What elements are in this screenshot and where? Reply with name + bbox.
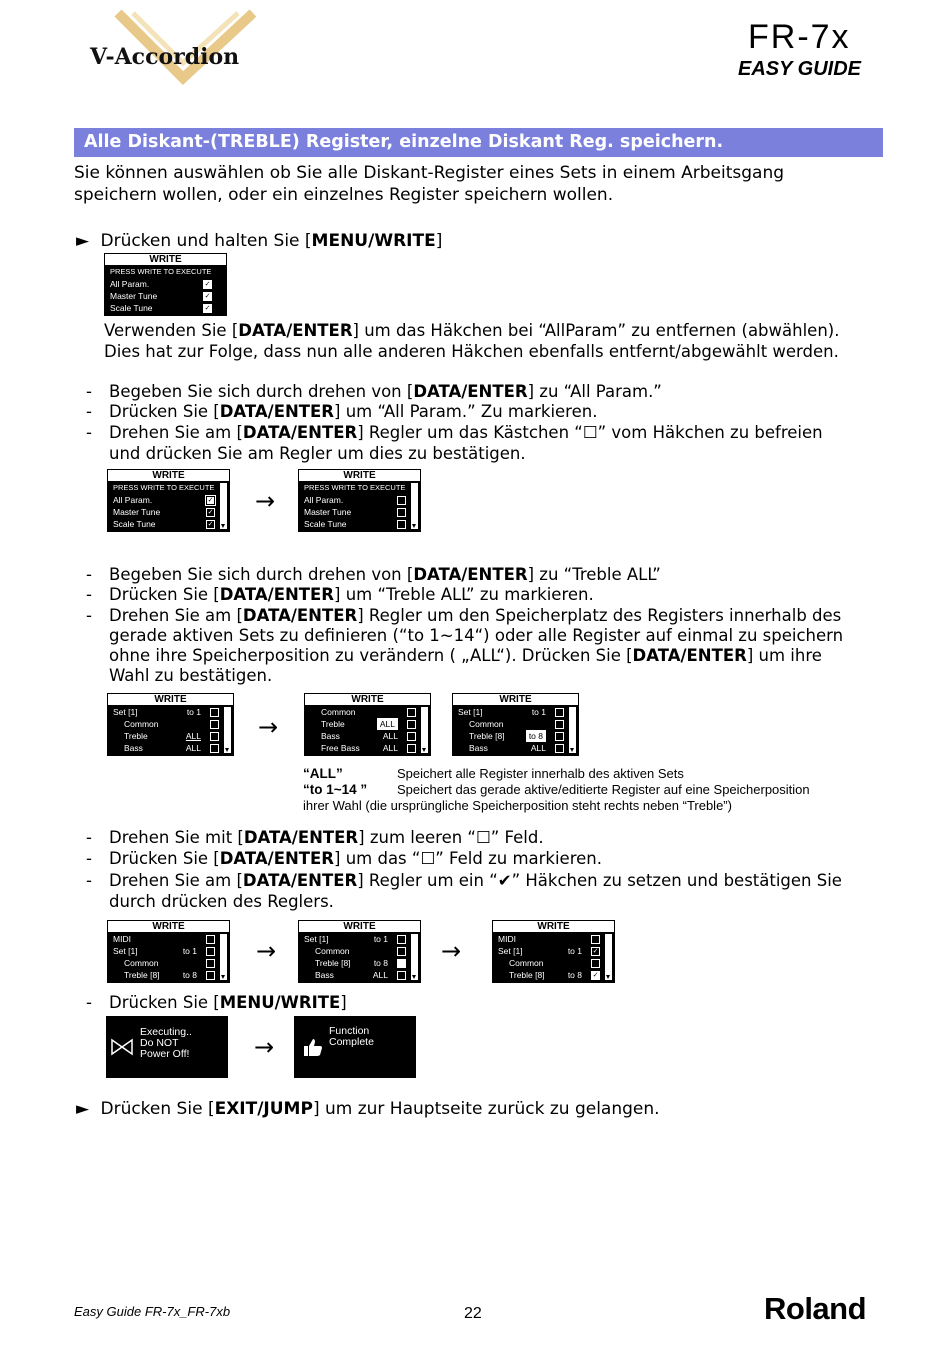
dash: - (86, 828, 92, 847)
checkbox-empty-icon (407, 720, 416, 729)
checkbox-empty-icon (397, 971, 406, 980)
lcd-write-screen: WRITE Common Treble ALL Bass ALL Free Bass ALL (304, 693, 431, 756)
group-2-item-2: Drücken Sie [DATA/ENTER] um “Treble ALL” zu markieren. (109, 585, 594, 604)
lcd-complete-screen: Function Complete (294, 1016, 416, 1078)
legend-key-all: “ALL” (303, 766, 343, 781)
v-accordion-logo (88, 8, 288, 88)
dash: - (86, 402, 92, 421)
checkbox-empty-icon (206, 959, 215, 968)
step-exit: ► Drücken Sie [EXIT/JUMP] um zur Hauptseite zurück zu gelangen. (76, 1099, 660, 1119)
bullet-icon: ► (76, 1099, 90, 1119)
lcd-write-screen: WRITE PRESS WRITE TO EXECUTE All Param. ✓ Master Tune ✓ Scale Tune ✓ (104, 253, 227, 316)
checkbox-checked-icon: ✓ (204, 281, 211, 288)
arrow-right-icon: → (441, 937, 462, 965)
legend-desc-to: Speichert das gerade aktive/editierte Register auf eine Speicherposition (397, 782, 810, 797)
legend-desc-to-cont: ihrer Wahl (die ursprüngliche Speicherposition steht rechts neben “Treble”) (303, 798, 732, 813)
scrollbar-icon (605, 934, 612, 980)
checkbox-empty-icon (407, 732, 416, 741)
dash: - (86, 993, 92, 1012)
dash: - (86, 382, 92, 401)
dash: - (86, 585, 92, 604)
group-1-item-3-cont: und drücken Sie am Regler um dies zu bestätigen. (109, 444, 526, 463)
checkbox-checked-icon: ✓ (204, 293, 211, 300)
note-1-line-2: Dies hat zur Folge, dass nun alle anderen Häkchen ebenfalls entfernt/abgewählt werden. (104, 342, 839, 361)
scrollbar-icon (569, 707, 576, 753)
dash: - (86, 565, 92, 584)
group-2-item-3-l4: Wahl zu bestätigen. (109, 666, 273, 685)
group-3-item-3-cont: durch drücken des Reglers. (109, 892, 334, 911)
checkbox-empty-icon (555, 732, 564, 741)
lcd-write-screen: WRITE PRESS WRITE TO EXECUTE All Param. Master Tune Scale Tune (298, 469, 421, 532)
dash: - (86, 423, 92, 442)
checkbox-empty-icon (407, 708, 416, 717)
checkbox-empty-icon (397, 520, 406, 529)
checkbox-checked-icon: ✓ (207, 509, 214, 516)
group-2-item-3-l3: ohne ihre Speicherposition zu verändern ( „ALL“). Drücken Sie [DATA/ENTER] um ihre (109, 646, 822, 665)
checkbox-empty-icon (591, 935, 600, 944)
scrollbar-icon (421, 707, 428, 753)
logo-text: V-Accordion (90, 44, 240, 70)
checkbox-empty-icon (206, 971, 215, 980)
page-number: 22 (464, 1305, 482, 1322)
lcd-executing-screen: Executing.. Do NOT Power Off! (106, 1016, 228, 1078)
scrollbar-icon (220, 934, 227, 980)
checkbox-checked-icon: ✓ (592, 948, 599, 955)
checkbox-checked-icon: ✓ (204, 305, 211, 312)
roland-logo: Roland (764, 1291, 867, 1326)
group-3-item-3: Drehen Sie am [DATA/ENTER] Regler um ein “✔” Häkchen zu setzen und bestätigen Sie (109, 871, 842, 890)
group-2-item-3-l2: gerade aktiven Sets zu definieren (“to 1~14“) oder alle Register auf einmal zu speichern (109, 626, 844, 645)
group-2-item-3: Drehen Sie am [DATA/ENTER] Regler um den Speicherplatz des Registers innerhalb des (109, 606, 842, 625)
arrow-right-icon: → (255, 487, 276, 515)
note-1-line-1: Verwenden Sie [DATA/ENTER] um das Häkchen bei “AllParam” zu entfernen (abwählen). (104, 321, 840, 340)
checkbox-empty-icon (397, 496, 406, 505)
checkbox-empty-icon (210, 720, 219, 729)
checkbox-empty-icon (206, 935, 215, 944)
lcd-write-screen: WRITE PRESS WRITE TO EXECUTE All Param. ✓ Master Tune ✓ Scale Tune ✓ (107, 469, 230, 532)
checkbox-selected-icon (397, 959, 406, 968)
hourglass-icon (110, 1038, 134, 1056)
checkbox-empty-icon (397, 935, 406, 944)
checkbox-empty-icon (407, 744, 416, 753)
lcd-write-screen: WRITE MIDI Set [1] to 1 ✓ Common Treble [8] to 8 ✓ (492, 920, 615, 983)
checkbox-checked-icon: ✓ (592, 972, 599, 979)
scrollbar-icon (411, 934, 418, 980)
checkbox-empty-icon (210, 708, 219, 717)
dash: - (86, 849, 92, 868)
guide-label: EASY GUIDE (738, 58, 861, 80)
scrollbar-icon (220, 483, 227, 529)
group-1-item-1: Begeben Sie sich durch drehen von [DATA/ENTER] zu “All Param.” (109, 382, 662, 401)
footer-doc-title: Easy Guide FR-7x_FR-7xb (74, 1304, 231, 1319)
intro-line-2: speichern wollen, oder ein einzelnes Register speichern wollen. (74, 185, 614, 205)
scrollbar-icon (411, 483, 418, 529)
lcd-write-screen: WRITE MIDI Set [1] to 1 Common Treble [8] to 8 (107, 920, 230, 983)
thumbs-up-icon (301, 1036, 323, 1058)
dash: - (86, 606, 92, 625)
arrow-right-icon: → (254, 1033, 275, 1061)
checkbox-empty-icon (591, 959, 600, 968)
checkbox-empty-icon (555, 744, 564, 753)
step-1: ► Drücken und halten Sie [MENU/WRITE] (76, 231, 443, 251)
intro-line-1: Sie können auswählen ob Sie alle Diskant-Register eines Sets in einem Arbeitsgang (74, 163, 785, 183)
checkbox-empty-icon (555, 708, 564, 717)
legend-desc-all: Speichert alle Register innerhalb des aktiven Sets (397, 766, 684, 781)
checkbox-empty-icon (206, 947, 215, 956)
dash: - (86, 871, 92, 890)
group-1-item-2: Drücken Sie [DATA/ENTER] um “All Param.” Zu markieren. (109, 402, 598, 421)
group-3-item-2: Drücken Sie [DATA/ENTER] um das “☐” Feld zu markieren. (109, 849, 602, 868)
checkbox-empty-icon (210, 732, 219, 741)
checkbox-checked-icon: ✓ (207, 497, 214, 504)
checkbox-empty-icon (397, 508, 406, 517)
lcd-write-screen: WRITE Set [1] to 1 Common Treble [8] to 8 Bass ALL (298, 920, 421, 983)
lcd-write-screen: WRITE Set [1] to 1 Common Treble [8] to 8 Bass ALL (452, 693, 579, 756)
legend-key-to: “to 1~14 ” (303, 782, 368, 797)
model-name: FR-7x (748, 18, 851, 56)
bullet-icon: ► (76, 231, 90, 251)
arrow-right-icon: → (256, 937, 277, 965)
checkbox-empty-icon (555, 720, 564, 729)
group-4-item-1: Drücken Sie [MENU/WRITE] (109, 993, 347, 1012)
checkbox-checked-icon: ✓ (207, 521, 214, 528)
group-3-item-1: Drehen Sie mit [DATA/ENTER] zum leeren “☐” Feld. (109, 828, 544, 847)
arrow-right-icon: → (258, 713, 279, 741)
group-1-item-3: Drehen Sie am [DATA/ENTER] Regler um das Kästchen “☐” vom Häkchen zu befreien (109, 423, 823, 442)
scrollbar-icon (224, 707, 231, 753)
checkbox-empty-icon (397, 947, 406, 956)
checkbox-empty-icon (210, 744, 219, 753)
lcd-write-screen: WRITE Set [1] to 1 Common Treble ALL Bass ALL (107, 693, 234, 756)
group-2-item-1: Begeben Sie sich durch drehen von [DATA/ENTER] zu “Treble ALL” (109, 565, 661, 584)
section-title: Alle Diskant-(TREBLE) Register, einzelne Diskant Reg. speichern. (84, 132, 724, 152)
